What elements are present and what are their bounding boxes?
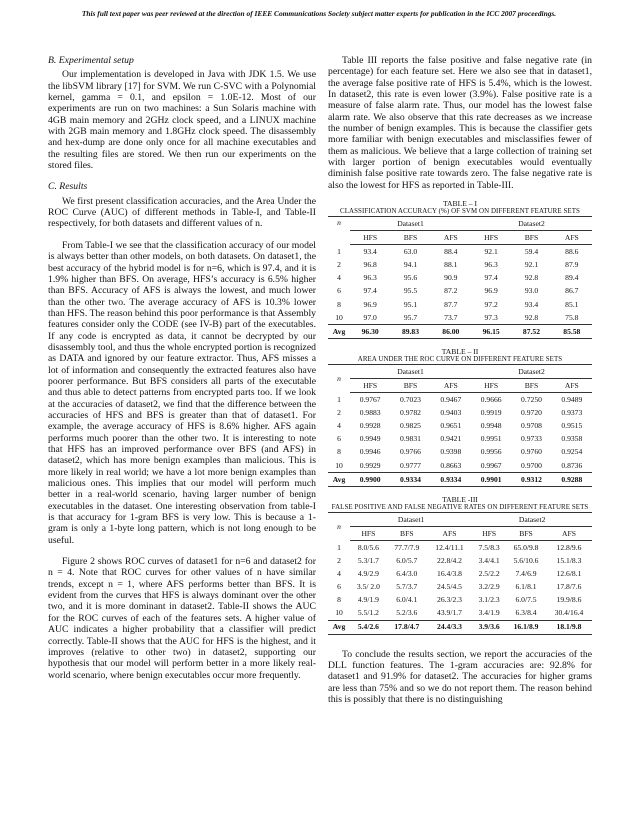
avg-cell: 0.9900 (350, 472, 390, 486)
table-cell: 95.7 (403, 312, 418, 322)
table-cell: 3.5/ 2.0 (356, 582, 380, 592)
table-cell: 0.9700 (521, 460, 542, 470)
table3 (328, 512, 592, 635)
table-cell: 94.1 (403, 260, 418, 270)
table-cell: 90.9 (444, 273, 458, 283)
avg-cell: 86.00 (431, 324, 471, 338)
row-n-cell: 1 (337, 246, 341, 256)
table-cell: 95.6 (403, 273, 418, 283)
table3-dataset1-header: Dataset1 (397, 514, 425, 524)
table-cell: 0.8663 (440, 460, 462, 470)
table-cell: 6.4/3.0 (396, 569, 418, 579)
table3-col-header: AFS (546, 526, 592, 540)
table-cell: 0.9831 (400, 434, 421, 444)
row-n-cell: 10 (335, 608, 343, 618)
table-cell: 87.7 (444, 299, 458, 309)
row-n-cell: 8 (337, 595, 341, 605)
table-cell: 0.9777 (400, 460, 421, 470)
table-cell: 5.6/10.6 (513, 555, 539, 565)
table-row (328, 258, 592, 271)
table-cell: 92.1 (484, 247, 498, 257)
table-cell: 0.9928 (359, 421, 381, 431)
table-cell: 0.9951 (480, 434, 502, 444)
table-cell: 0.9919 (480, 408, 502, 418)
table-cell: 6.3/8.4 (515, 608, 537, 618)
table-cell: 92.8 (524, 312, 539, 322)
table3-col-header: HFS (350, 526, 387, 540)
table-cell: 7.5/8.3 (478, 542, 500, 552)
table-cell: 8.0/5.6 (357, 542, 379, 552)
table1-dataset1-header: Dataset1 (397, 219, 424, 228)
table-cell: 0.9421 (440, 434, 462, 444)
table-cell: 89.4 (565, 273, 579, 283)
table-cell: 30.4/16.4 (554, 608, 584, 618)
table-cell: 16.4/3.8 (437, 569, 462, 579)
table-cell: 0.9883 (359, 408, 381, 418)
table-cell: 0.7023 (400, 395, 421, 405)
table-cell: 75.8 (565, 312, 579, 322)
table-cell: 0.9733 (521, 434, 542, 444)
table1-label: TABLE – I (443, 199, 477, 209)
table-cell: 0.9403 (440, 408, 462, 418)
table-cell: 22.8/4.2 (437, 555, 462, 565)
table-cell: 6.1/8.1 (515, 582, 537, 592)
table-cell: 4.9/2.9 (357, 569, 379, 579)
paragraph-roc-discussion: Figure 2 shows ROC curves of dataset1 for n=6 and dataset2 for n = 4. Note that ROC curves for other values of n have similar trends, except n = 1, where AFS performs better than BFS. It is evident from the curves that HFS is always dominant over the other two, and it is more dominant in dataset2. Table-II shows the AUC for the ROC curves of each of the features sets. A higher value of AUC indicates a higher probability that a classifier will predict correctly. Table-II shows that the AUC for HFS is the highest, and it improves (relative to other two) in dataset2, supporting our hypothesis that our model will perform better in a more likely real-world scenario, where benign executables occur more frequently. (48, 556, 316, 681)
table-row (328, 393, 592, 407)
table-cell: 0.9489 (561, 395, 583, 405)
avg-cell: 85.58 (552, 324, 592, 338)
avg-cell: 96.15 (471, 324, 511, 338)
table-cell: 87.9 (565, 260, 579, 270)
table-cell: 5.3/1.7 (357, 555, 379, 565)
table2-block (328, 347, 592, 487)
table-cell: 86.7 (565, 286, 579, 296)
table2-col-header: AFS (552, 379, 592, 393)
table-cell: 5.5/1.2 (357, 608, 379, 618)
table-cell: 26.3/2.3 (437, 595, 462, 605)
table-cell: 0.8736 (561, 460, 583, 470)
paragraph-results-intro: We first present classification accuracies, and the Area Under the ROC Curve (AUC) of different methods in Table-I, and Table-II respectively, for both datasets and different values of n. (48, 195, 316, 230)
table1-caption: CLASSIFICATION ACCURACY (%) OF SVM ON DIFFERENT FEATURE SETS (340, 208, 580, 216)
right-column (328, 55, 592, 705)
section-heading-results: C. Results (48, 181, 88, 193)
row-n-cell: 10 (335, 312, 343, 322)
table3-dataset2-header: Dataset2 (518, 514, 546, 524)
table-cell: 0.9825 (400, 421, 421, 431)
avg-cell: 87.52 (511, 324, 551, 338)
avg-cell: 24.4/3.3 (427, 620, 473, 634)
table-cell: 3.1/2.3 (478, 595, 500, 605)
table-cell: 6.0/7.5 (515, 595, 537, 605)
row-n-cell: 6 (337, 434, 341, 444)
avg-label-cell: Avg (328, 324, 350, 338)
table2-col-header: HFS (471, 379, 511, 393)
paragraph-experimental-setup: Our implementation is developed in Java with JDK 1.5. We use the libSVM library [17] for SVM. We run C-SVC with a Polynomial kernel, gamma = 0.1, and epsilon = 1.0E-12. Most of our experiments are run on two machines: a Sun Solaris machine with 4GB main memory and 2GHz clock speed, and a LINUX machine with 2GB main memory and 1.8GHz clock speed. The disassembly and hex-dump are done only once for all machine executables and the resulting files are stored. We then run our experiments on the stored files. (48, 69, 316, 172)
avg-cell: 0.9334 (390, 472, 430, 486)
avg-cell: 0.9334 (431, 472, 471, 486)
avg-cell: 89.83 (390, 324, 430, 338)
table-cell: 0.9467 (440, 395, 462, 405)
table-row (328, 446, 592, 459)
table-cell: 24.5/4.5 (437, 582, 462, 592)
table-cell: 97.2 (484, 299, 498, 309)
table-row (328, 541, 592, 555)
table-row (328, 606, 592, 620)
table-cell: 73.7 (444, 312, 458, 322)
average-row (328, 620, 592, 634)
table2-col-header: BFS (390, 379, 430, 393)
table-cell: 97.4 (484, 273, 498, 283)
row-n-cell: 4 (337, 569, 341, 579)
row-n-cell: 6 (337, 582, 341, 592)
table-cell: 0.9358 (561, 434, 583, 444)
table3-col-header: AFS (427, 526, 473, 540)
table-cell: 15.1/8.3 (556, 555, 582, 565)
avg-cell: 5.4/2.6 (350, 620, 387, 634)
table2-col-header: HFS (350, 379, 390, 393)
table-row (328, 593, 592, 606)
paragraph-false-rates: Table III reports the false positive and false negative rate (in percentage) for each feature set. Here we also see that in dataset1, the average false positive rate of HFS is 5.4%, which is the lowest. In dataset2, this rate is even lower (3.9%). False positive rate is a measure of false alarm rate. Thus, our model has the lowest false alarm rate. We also observe that this rate decreases as we increase the number of benign examples. This is because the classifier gets more familiar with benign executables and misclassifies fewer of them as malicious. We believe that a large collection of training set with larger portion of benign executables would eventually diminish false positive rate towards zero. The false negative rate is also the lowest for HFS as reported in Table-III. (328, 55, 592, 191)
table-cell: 92.1 (524, 260, 539, 270)
table2 (328, 364, 592, 487)
table2-n-header: n (337, 374, 341, 384)
avg-cell: 0.9901 (471, 472, 511, 486)
average-row (328, 472, 592, 486)
table-cell: 97.3 (484, 312, 498, 322)
table-cell: 0.9782 (400, 408, 421, 418)
table-cell: 0.9929 (359, 460, 381, 470)
table-cell: 96.9 (484, 286, 498, 296)
table-cell: 7.4/6.9 (515, 569, 537, 579)
table-cell: 0.9651 (440, 421, 462, 431)
table1-col-header: BFS (390, 231, 430, 245)
table-cell: 0.9720 (521, 408, 542, 418)
table-row (328, 406, 592, 419)
table-cell: 3.4/4.1 (478, 555, 500, 565)
table-cell: 97.0 (363, 312, 377, 322)
row-n-cell: 2 (337, 555, 341, 565)
table1-col-header: HFS (471, 231, 511, 245)
left-column (48, 55, 316, 681)
table-row (328, 580, 592, 593)
table-cell: 5.7/3.7 (396, 582, 418, 592)
avg-cell: 96.30 (350, 324, 390, 338)
paragraph-dll-features: To conclude the results section, we report the accuracies of the DLL function features. The 1-gram accuracies are: 92.8% for dataset1 and 91.9% for dataset2. The accuracies for higher grams are less than 75% and so we do not report them. The reason behind this is possibly that there is no distinguishing (328, 648, 592, 706)
table1-n-header: n (337, 218, 341, 228)
row-n-cell: 2 (337, 260, 341, 270)
table-cell: 6.0/5.7 (396, 555, 418, 565)
row-n-cell: 8 (337, 447, 341, 457)
section-heading-experimental-setup: B. Experimental setup (48, 55, 134, 66)
table-cell: 59.4 (524, 247, 539, 257)
table-cell: 0.7250 (521, 395, 542, 405)
table2-dataset2-header: Dataset2 (518, 366, 545, 376)
table-cell: 96.9 (363, 299, 377, 309)
table-cell: 0.9760 (521, 447, 542, 457)
table-cell: 0.9949 (359, 434, 381, 444)
table-row (328, 285, 592, 298)
table-row (328, 554, 592, 567)
row-n-cell: 4 (337, 273, 341, 283)
table1-col-header: BFS (511, 231, 551, 245)
table-cell: 0.9515 (561, 421, 583, 431)
table-cell: 3.2/2.9 (478, 582, 500, 592)
table-cell: 5.2/3.6 (396, 608, 418, 618)
table-cell: 2.5/2.2 (478, 569, 500, 579)
table-cell: 0.9946 (359, 447, 381, 457)
table-row (328, 432, 592, 445)
avg-cell: 17.8/4.7 (387, 620, 427, 634)
avg-label-cell: Avg (328, 620, 350, 634)
table3-label: TABLE -III (442, 494, 478, 504)
table-cell: 0.9766 (400, 447, 421, 457)
avg-cell: 3.9/3.6 (472, 620, 506, 634)
table-cell: 3.4/1.9 (478, 608, 500, 618)
table-cell: 0.9254 (561, 447, 583, 457)
row-n-cell: 1 (337, 542, 341, 552)
table-cell: 96.3 (363, 273, 377, 283)
table3-block (328, 495, 592, 635)
table-row (328, 298, 592, 311)
avg-label-cell: Avg (328, 472, 350, 486)
table-cell: 17.8/7.6 (556, 582, 582, 592)
row-n-cell: 2 (337, 408, 341, 418)
row-n-cell: 1 (337, 394, 341, 404)
table-row (328, 311, 592, 325)
table-cell: 88.4 (444, 247, 458, 257)
row-n-cell: 6 (337, 286, 341, 296)
table-cell: 0.9398 (440, 447, 462, 457)
table-cell: 92.8 (524, 273, 539, 283)
table2-caption: AREA UNDER THE ROC CURVE ON DIFFERENT FEATURE SETS (357, 355, 563, 363)
table-cell: 12.4/11.1 (435, 542, 464, 552)
table2-col-header: BFS (511, 379, 551, 393)
table-cell: 87.2 (444, 286, 458, 296)
row-n-cell: 4 (337, 421, 341, 431)
table-row (328, 567, 592, 580)
table-cell: 0.9956 (480, 447, 502, 457)
table-cell: 0.9967 (480, 460, 502, 470)
table-cell: 88.1 (444, 260, 458, 270)
table2-label: TABLE – II (441, 346, 479, 356)
table-cell: 95.1 (403, 299, 418, 309)
table-row (328, 419, 592, 432)
row-n-cell: 10 (335, 460, 343, 470)
row-n-cell: 8 (337, 299, 341, 309)
table-cell: 97.4 (363, 286, 377, 296)
avg-cell: 18.1/9.8 (546, 620, 592, 634)
table-cell: 0.9948 (480, 421, 502, 431)
table1-col-header: AFS (431, 231, 471, 245)
table1-col-header: HFS (350, 231, 390, 245)
table-cell: 96.8 (363, 260, 377, 270)
table-row (328, 272, 592, 285)
table-cell: 0.9666 (480, 395, 502, 405)
table-cell: 93.4 (524, 299, 539, 309)
table-cell: 96.3 (484, 260, 498, 270)
table-cell: 77.7/7.9 (394, 542, 420, 552)
table1-dataset2-header: Dataset2 (518, 219, 545, 228)
table-cell: 65.0/9.8 (513, 542, 539, 552)
table2-dataset1-header: Dataset1 (397, 366, 424, 376)
paragraph-table1-discussion: From Table-I we see that the classification accuracy of our model is always better than other models, on both datasets. On dataset1, the best accuracy of the hybrid model is for n=6, which is 97.4, and it is 1.9% higher than BFS. On average, HFS’s accuracy is 6.5% higher than BFS. Accuracy of AFS is always the lowest, and much lower than the other two. The average accuracy of AFS is 10.3% lower than HFS. The reason behind this poor performance is that Assembly features consider only the CODE (see IV-B) part of the executables. If any code is encrypted as data, it cannot be decrypted by our disassembly tool, and thus the whole encrypted portion is recognized as DATA and ignored by our feature extractor. Thus, AFS misses a lot of information and consequently the extracted features also have poorer performance. But BFS considers all parts of the executable and thus able to detect patterns from encrypted parts too. If we look at the accuracies of dataset2, we find that the difference between the accuracies of HFS and BFS is greater than that of dataset1. For example, the average accuracy of HFS is 8.6% higher. AFS again performs much poorer than the other two. It is interesting to note that HFS has an improved performance over BFS (and AFS) in dataset2, which has more benign examples than malicious. This is more likely in real world; we have a lot more benign examples than malicious ones. This implies that our model will perform much better in a real-world scenario, having larger number of benign executables in the dataset. One interesting observation from table-I is that accuracy for 1-gram BFS is very low. This is because a 1-gram is only a 1-byte long pattern, which is not long enough to be useful. (48, 239, 316, 546)
table1 (328, 216, 592, 339)
table2-col-header: AFS (431, 379, 471, 393)
table-cell: 93.4 (363, 247, 377, 257)
table-cell: 85.1 (565, 299, 579, 309)
table-cell: 19.9/8.6 (556, 595, 582, 605)
table3-col-header: BFS (506, 526, 546, 540)
table3-n-header: n (337, 521, 341, 531)
avg-cell: 0.9288 (552, 472, 592, 486)
table-cell: 88.6 (565, 247, 579, 257)
avg-cell: 0.9312 (511, 472, 551, 486)
table1-col-header: AFS (552, 231, 592, 245)
average-row (328, 324, 592, 338)
table-cell: 6.0/4.1 (396, 595, 418, 605)
table-cell: 95.5 (403, 286, 418, 296)
proceedings-header: This full text paper was peer reviewed at the direction of IEEE Communications Society subject matter experts for publication in the ICC 2007 proceedings. (81, 9, 557, 18)
table-row (328, 459, 592, 473)
table-cell: 93.0 (524, 286, 539, 296)
table-cell: 0.9373 (561, 408, 583, 418)
table-cell: 63.0 (403, 247, 418, 257)
table3-col-header: HFS (472, 526, 506, 540)
table-cell: 12.8/9.6 (556, 542, 582, 552)
table1-block (328, 199, 592, 339)
table-cell: 12.6/8.1 (556, 569, 582, 579)
table-cell: 4.9/1.9 (357, 595, 379, 605)
table-cell: 43.9/1.7 (437, 608, 462, 618)
table-cell: 0.9767 (359, 395, 381, 405)
table3-col-header: BFS (387, 526, 427, 540)
table3-caption: FALSE POSITIVE AND FALSE NEGATIVE RATES ON DIFFERENT FEATURE SETS (331, 503, 589, 511)
table-cell: 0.9708 (521, 421, 542, 431)
avg-cell: 16.1/8.9 (506, 620, 546, 634)
table-row (328, 245, 592, 259)
